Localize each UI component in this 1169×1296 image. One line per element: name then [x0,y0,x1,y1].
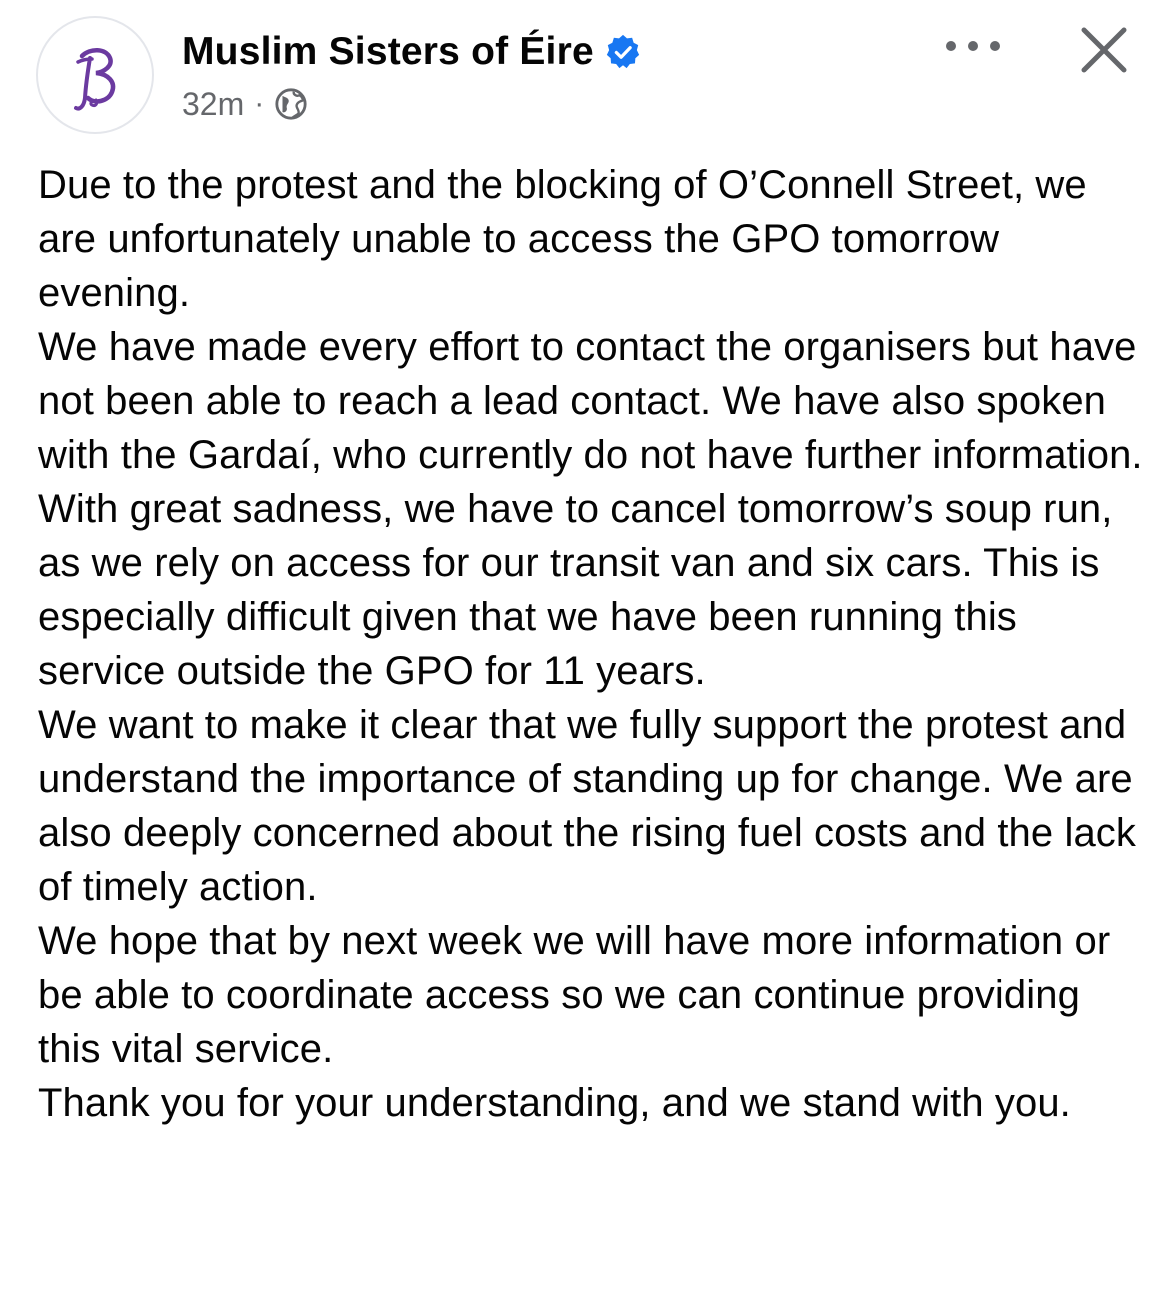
post-paragraph: We have made every effort to contact the organisers but have not been able to reach a lead contact. We have also spoken with the Gardaí, who currently do not have further information. [38,325,1143,477]
globe-icon[interactable] [274,87,308,121]
post-meta [182,82,308,126]
brand-logo-icon [38,18,152,132]
post-paragraph: Thank you for your understanding, and we stand with you. [38,1081,1071,1125]
avatar[interactable] [36,16,154,134]
meta-separator: · [254,87,265,120]
page-name[interactable]: Muslim Sisters of Éire [182,30,594,73]
close-icon [1076,22,1132,78]
page-name-row [182,26,642,78]
more-options-button[interactable] [936,24,1010,68]
post-paragraph: We hope that by next week we will have more information or be able to coordinate access so we can continue providing this vital service. [38,919,1111,1071]
close-button[interactable] [1076,22,1132,78]
verified-badge-icon [604,33,642,71]
post-timestamp[interactable]: 32m [182,85,245,122]
post-paragraph: Due to the protest and the blocking of O’Connell Street, we are unfortunately unable to access the GPO tomorrow evening. [38,163,1087,315]
post-header [0,0,1169,150]
more-options-icon [936,24,1010,68]
post-paragraph: With great sadness, we have to cancel tomorrow’s soup run, as we rely on access for our transit van and six cars. This is especially difficult given that we have been running this service outside the GPO for 11 years. [38,487,1113,693]
post-paragraph: We want to make it clear that we fully support the protest and understand the importance of standing up for change. We are also deeply concerned about the rising fuel costs and the lack of timely action. [38,703,1136,909]
post-text [38,158,1148,1130]
